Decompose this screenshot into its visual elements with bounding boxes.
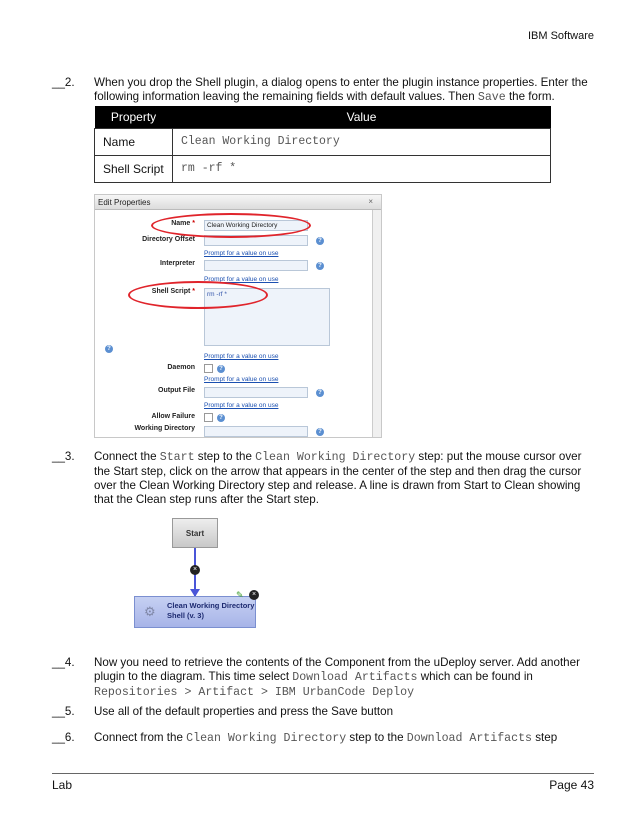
code-download-artifacts: Download Artifacts <box>406 732 533 745</box>
pencil-icon[interactable]: ✎ <box>236 590 244 600</box>
working-directory-input[interactable] <box>204 426 308 437</box>
text-run: which can be found in <box>417 670 533 683</box>
required-mark: * <box>192 288 195 295</box>
step-text <box>94 731 592 746</box>
allow-failure-checkbox[interactable] <box>204 413 213 422</box>
required-mark: * <box>192 220 195 227</box>
table-header-row <box>95 106 551 128</box>
step-text: Use all of the default properties and press the Save button <box>94 705 394 718</box>
text-run: step to the <box>346 731 407 744</box>
help-icon[interactable]: ? <box>316 428 324 436</box>
help-icon[interactable]: ? <box>105 345 113 353</box>
close-icon[interactable]: × <box>190 565 200 575</box>
close-icon[interactable]: × <box>249 590 259 600</box>
allow-failure-label: Allow Failure <box>151 413 195 420</box>
column-header-value: Value <box>173 106 551 128</box>
workflow-diagram <box>134 518 258 630</box>
text-run: Connect from the <box>94 731 187 744</box>
step-3 <box>52 450 592 508</box>
output-file-label: Output File <box>158 387 195 394</box>
step-text <box>94 450 592 507</box>
help-icon[interactable]: ? <box>316 389 324 397</box>
name-input[interactable]: Clean Working Directory <box>204 220 308 231</box>
step-number: __6. <box>52 731 75 744</box>
text-run: step: put the mouse cursor over the Start step, click on the arrow that appears in the center of the step and then drag the cursor over the Clean Working Directory step and release. A line is drawn from Start to Clean showing that the Clean step runs after the Start step. <box>94 450 582 506</box>
code-download-artifacts: Download Artifacts <box>292 671 418 684</box>
prompt-link[interactable]: Prompt for a value on use <box>204 353 279 360</box>
highlight-ellipse <box>128 281 268 309</box>
code-clean-working-directory: Clean Working Directory <box>186 732 347 745</box>
prompt-link[interactable]: Prompt for a value on use <box>204 376 279 383</box>
table-cell: Name <box>95 128 173 155</box>
dialog-scrollbar[interactable] <box>372 210 381 437</box>
output-file-input[interactable] <box>204 387 308 398</box>
footer-divider <box>52 773 594 774</box>
prompt-link[interactable]: Prompt for a value on use <box>204 250 279 257</box>
edit-properties-dialog <box>94 194 382 438</box>
table-cell: Shell Script <box>95 155 173 182</box>
step-subtitle: Shell (v. 3) <box>167 610 204 620</box>
step-2 <box>52 76 592 106</box>
daemon-checkbox[interactable] <box>204 364 213 373</box>
step-number: __2. <box>52 76 75 89</box>
step-title: Clean Working Directory <box>167 601 255 610</box>
text-run: the form. <box>505 90 555 103</box>
daemon-label: Daemon <box>167 364 195 371</box>
code-clean-working-directory: Clean Working Directory <box>255 451 416 464</box>
label-text: Name <box>171 220 191 227</box>
step-6 <box>52 731 592 747</box>
shell-script-textarea[interactable]: rm -rf * <box>204 288 330 346</box>
text-run: step to the <box>194 450 256 463</box>
text-run: When you drop the Shell plugin, a dialog opens to enter the plugin instance properties. Enter the following information leaving the remaining fields with default values. Then <box>94 76 588 103</box>
dialog-title: Edit Properties <box>95 195 381 210</box>
step-4 <box>52 656 592 700</box>
gear-icon: ⚙ <box>144 604 156 619</box>
help-icon[interactable]: ? <box>316 237 324 245</box>
start-step[interactable]: Start <box>172 518 218 548</box>
table-row <box>95 128 551 155</box>
directory-offset-label: Directory Offset <box>142 236 195 243</box>
property-table <box>94 106 551 183</box>
table-cell: Clean Working Directory <box>173 128 551 155</box>
code-save: Save <box>477 91 506 104</box>
table-cell: rm -rf * <box>173 155 551 182</box>
column-header-property: Property <box>95 106 173 128</box>
page-number: Page 43 <box>549 778 594 792</box>
table-row <box>95 155 551 182</box>
code-repository-path: Repositories > Artifact > IBM UrbanCode Deploy <box>94 686 415 699</box>
step-text <box>94 656 592 700</box>
help-icon[interactable]: ? <box>316 262 324 270</box>
code-start: Start <box>159 451 195 464</box>
header-label: IBM Software <box>527 30 594 42</box>
text-run: Connect the <box>94 450 160 463</box>
step-number: __3. <box>52 450 75 463</box>
text-run: Now you need to retrieve the contents of the Component from the uDeploy server. Add another plugin to the diagram. This time select <box>94 656 580 683</box>
step-text <box>94 76 592 105</box>
help-icon[interactable]: ? <box>217 365 225 373</box>
working-directory-label: Working Directory <box>134 425 195 432</box>
label-text: Shell Script <box>151 288 191 295</box>
highlight-ellipse <box>151 213 311 238</box>
step-number: __4. <box>52 656 75 669</box>
close-icon[interactable]: × <box>368 197 373 206</box>
prompt-link[interactable]: Prompt for a value on use <box>204 276 279 283</box>
step-number: __5. <box>52 705 75 718</box>
text-run: step <box>532 731 558 744</box>
interpreter-input[interactable] <box>204 260 308 271</box>
step-5 <box>52 705 592 721</box>
footer-label: Lab <box>52 778 73 792</box>
interpreter-label: Interpreter <box>159 260 195 267</box>
help-icon[interactable]: ? <box>217 414 225 422</box>
prompt-link[interactable]: Prompt for a value on use <box>204 402 279 409</box>
